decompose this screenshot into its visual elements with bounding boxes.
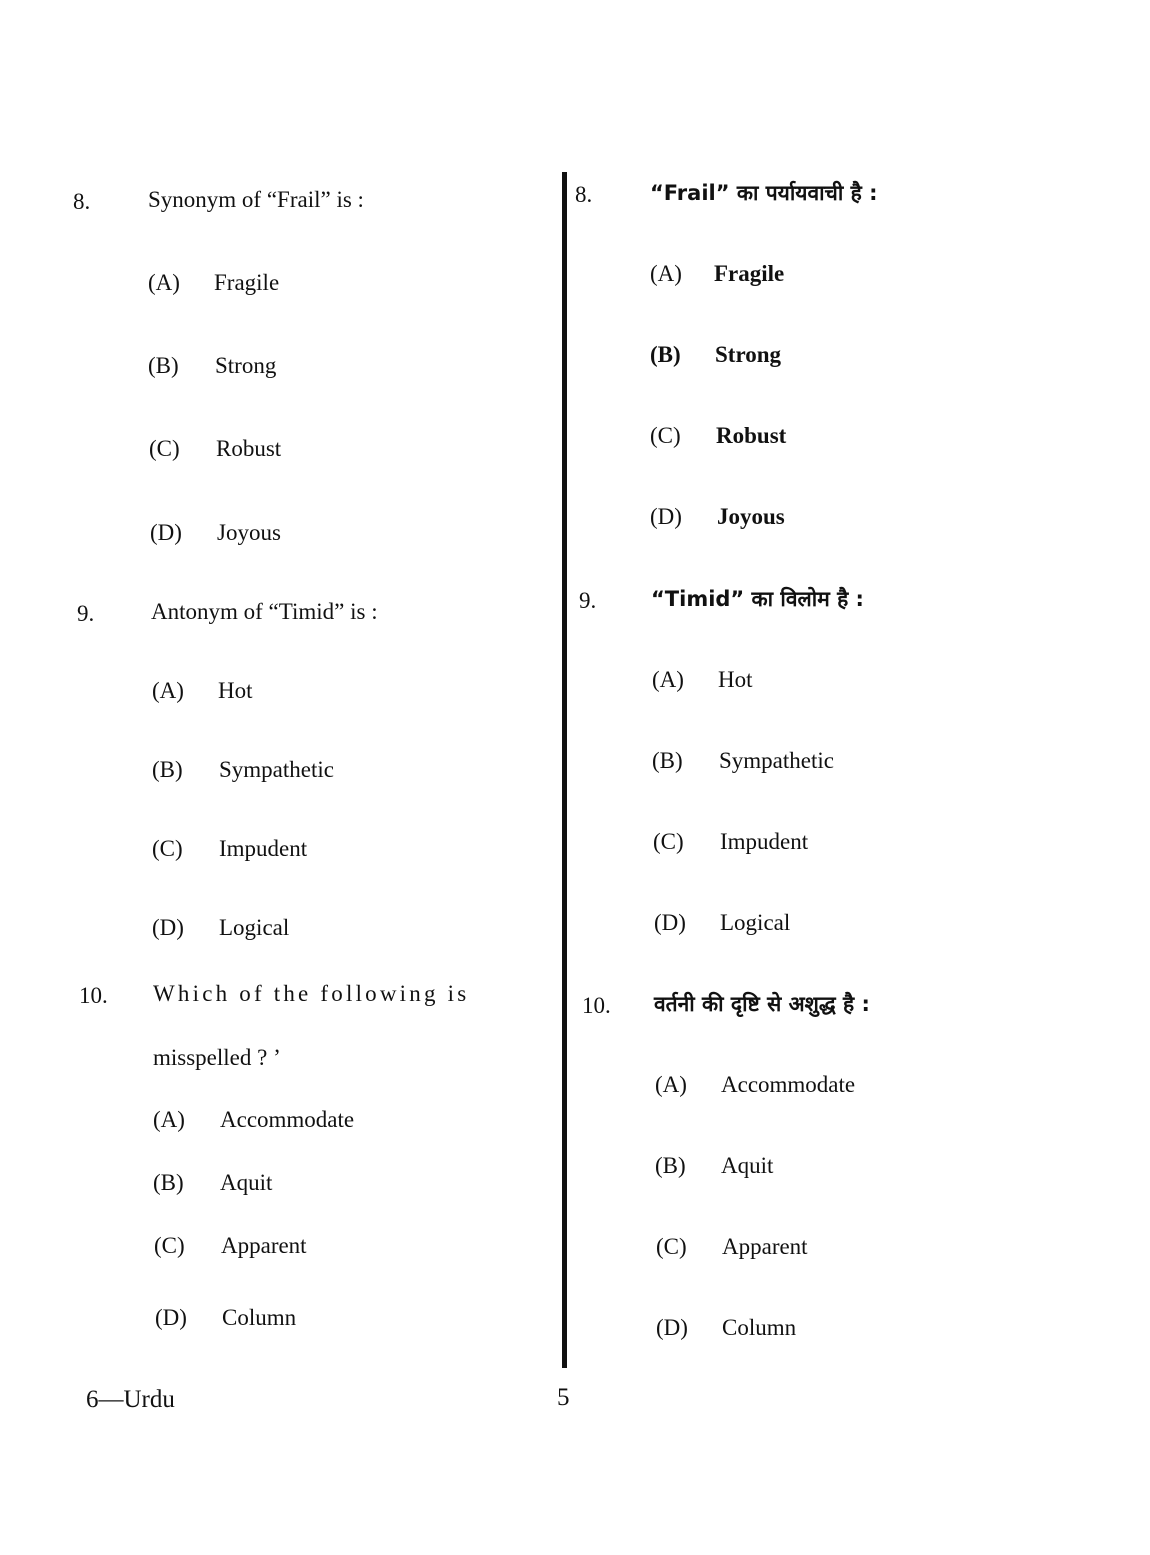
left-q9-number: 9. [77, 601, 95, 626]
right-q10-option-b-text: Aquit [721, 1153, 774, 1178]
left-q8-option-c-text: Robust [216, 436, 282, 461]
right-q9-option-b-label: (B) [652, 748, 683, 773]
right-q8-option-b-label: (B) [650, 342, 681, 367]
right-q9-number: 9. [579, 588, 597, 613]
right-q10-option-d-text: Column [722, 1315, 797, 1340]
left-q10-option-c-text: Apparent [221, 1233, 307, 1258]
left-q10-option-d-label: (D) [155, 1305, 187, 1330]
right-q10-option-b-label: (B) [655, 1153, 686, 1178]
left-q10-option-a-label: (A) [153, 1107, 185, 1132]
right-q10-text: वर्तनी की दृष्टि से अशुद्ध है : [654, 992, 870, 1016]
right-q10-option-d-label: (D) [656, 1315, 688, 1340]
right-q8-text: “Frail” का पर्यायवाची है : [650, 181, 878, 205]
left-q8-number: 8. [73, 189, 91, 214]
right-q9-option-a-text: Hot [718, 667, 753, 692]
left-q10-text-line2: misspelled ? ’ [153, 1045, 281, 1070]
left-q8-option-b-label: (B) [148, 353, 179, 378]
right-q8-number: 8. [575, 182, 593, 207]
right-q8-option-c-text: Robust [716, 423, 787, 448]
right-q10-option-a-text: Accommodate [721, 1072, 856, 1097]
left-q10-option-c-label: (C) [154, 1233, 185, 1258]
left-q9-option-b-label: (B) [152, 757, 183, 782]
left-q9-option-c-label: (C) [152, 836, 183, 861]
left-q10-option-b-label: (B) [153, 1170, 184, 1195]
right-q8-option-c-label: (C) [650, 423, 681, 448]
right-q10-option-c-label: (C) [656, 1234, 687, 1259]
left-q9-text: Antonym of “Timid” is : [151, 599, 378, 624]
right-q9-option-b-text: Sympathetic [719, 748, 834, 773]
left-q10-option-d-text: Column [222, 1305, 297, 1330]
left-q9-option-b-text: Sympathetic [219, 757, 334, 782]
right-q8-option-a-text: Fragile [714, 261, 785, 286]
right-q9-option-c-label: (C) [653, 829, 684, 854]
left-q9-option-c-text: Impudent [219, 836, 308, 861]
left-q8-option-a-label: (A) [148, 270, 180, 295]
column-divider [562, 172, 567, 1368]
left-q10-text-line1: Which of the following is [153, 981, 470, 1006]
right-q9-option-a-label: (A) [652, 667, 684, 692]
right-q9-option-d-text: Logical [720, 910, 791, 935]
right-q10-option-c-text: Apparent [722, 1234, 808, 1259]
left-q9-option-d-text: Logical [219, 915, 290, 940]
left-q9-option-a-label: (A) [152, 678, 184, 703]
left-q9-option-a-text: Hot [218, 678, 253, 703]
left-q8-option-b-text: Strong [215, 353, 277, 378]
right-q8-option-d-label: (D) [650, 504, 682, 529]
left-q9-option-d-label: (D) [152, 915, 184, 940]
footer-page-number: 5 [557, 1384, 570, 1411]
right-q9-option-c-text: Impudent [720, 829, 809, 854]
right-q8-option-b-text: Strong [715, 342, 782, 367]
right-q10-number: 10. [582, 993, 611, 1018]
footer-paper-code: 6—Urdu [86, 1386, 175, 1413]
right-q9-text: “Timid” का विलोम है : [651, 587, 864, 611]
right-q8-option-d-text: Joyous [717, 504, 785, 529]
left-q8-option-d-text: Joyous [217, 520, 281, 545]
left-q10-option-b-text: Aquit [220, 1170, 273, 1195]
right-q10-option-a-label: (A) [655, 1072, 687, 1097]
left-q10-option-a-text: Accommodate [220, 1107, 355, 1132]
left-q8-option-a-text: Fragile [214, 270, 280, 295]
left-q8-text: Synonym of “Frail” is : [148, 187, 364, 212]
left-q8-option-c-label: (C) [149, 436, 180, 461]
left-q10-number: 10. [79, 983, 108, 1008]
right-q8-option-a-label: (A) [650, 261, 682, 286]
right-q9-option-d-label: (D) [654, 910, 686, 935]
left-q8-option-d-label: (D) [150, 520, 182, 545]
